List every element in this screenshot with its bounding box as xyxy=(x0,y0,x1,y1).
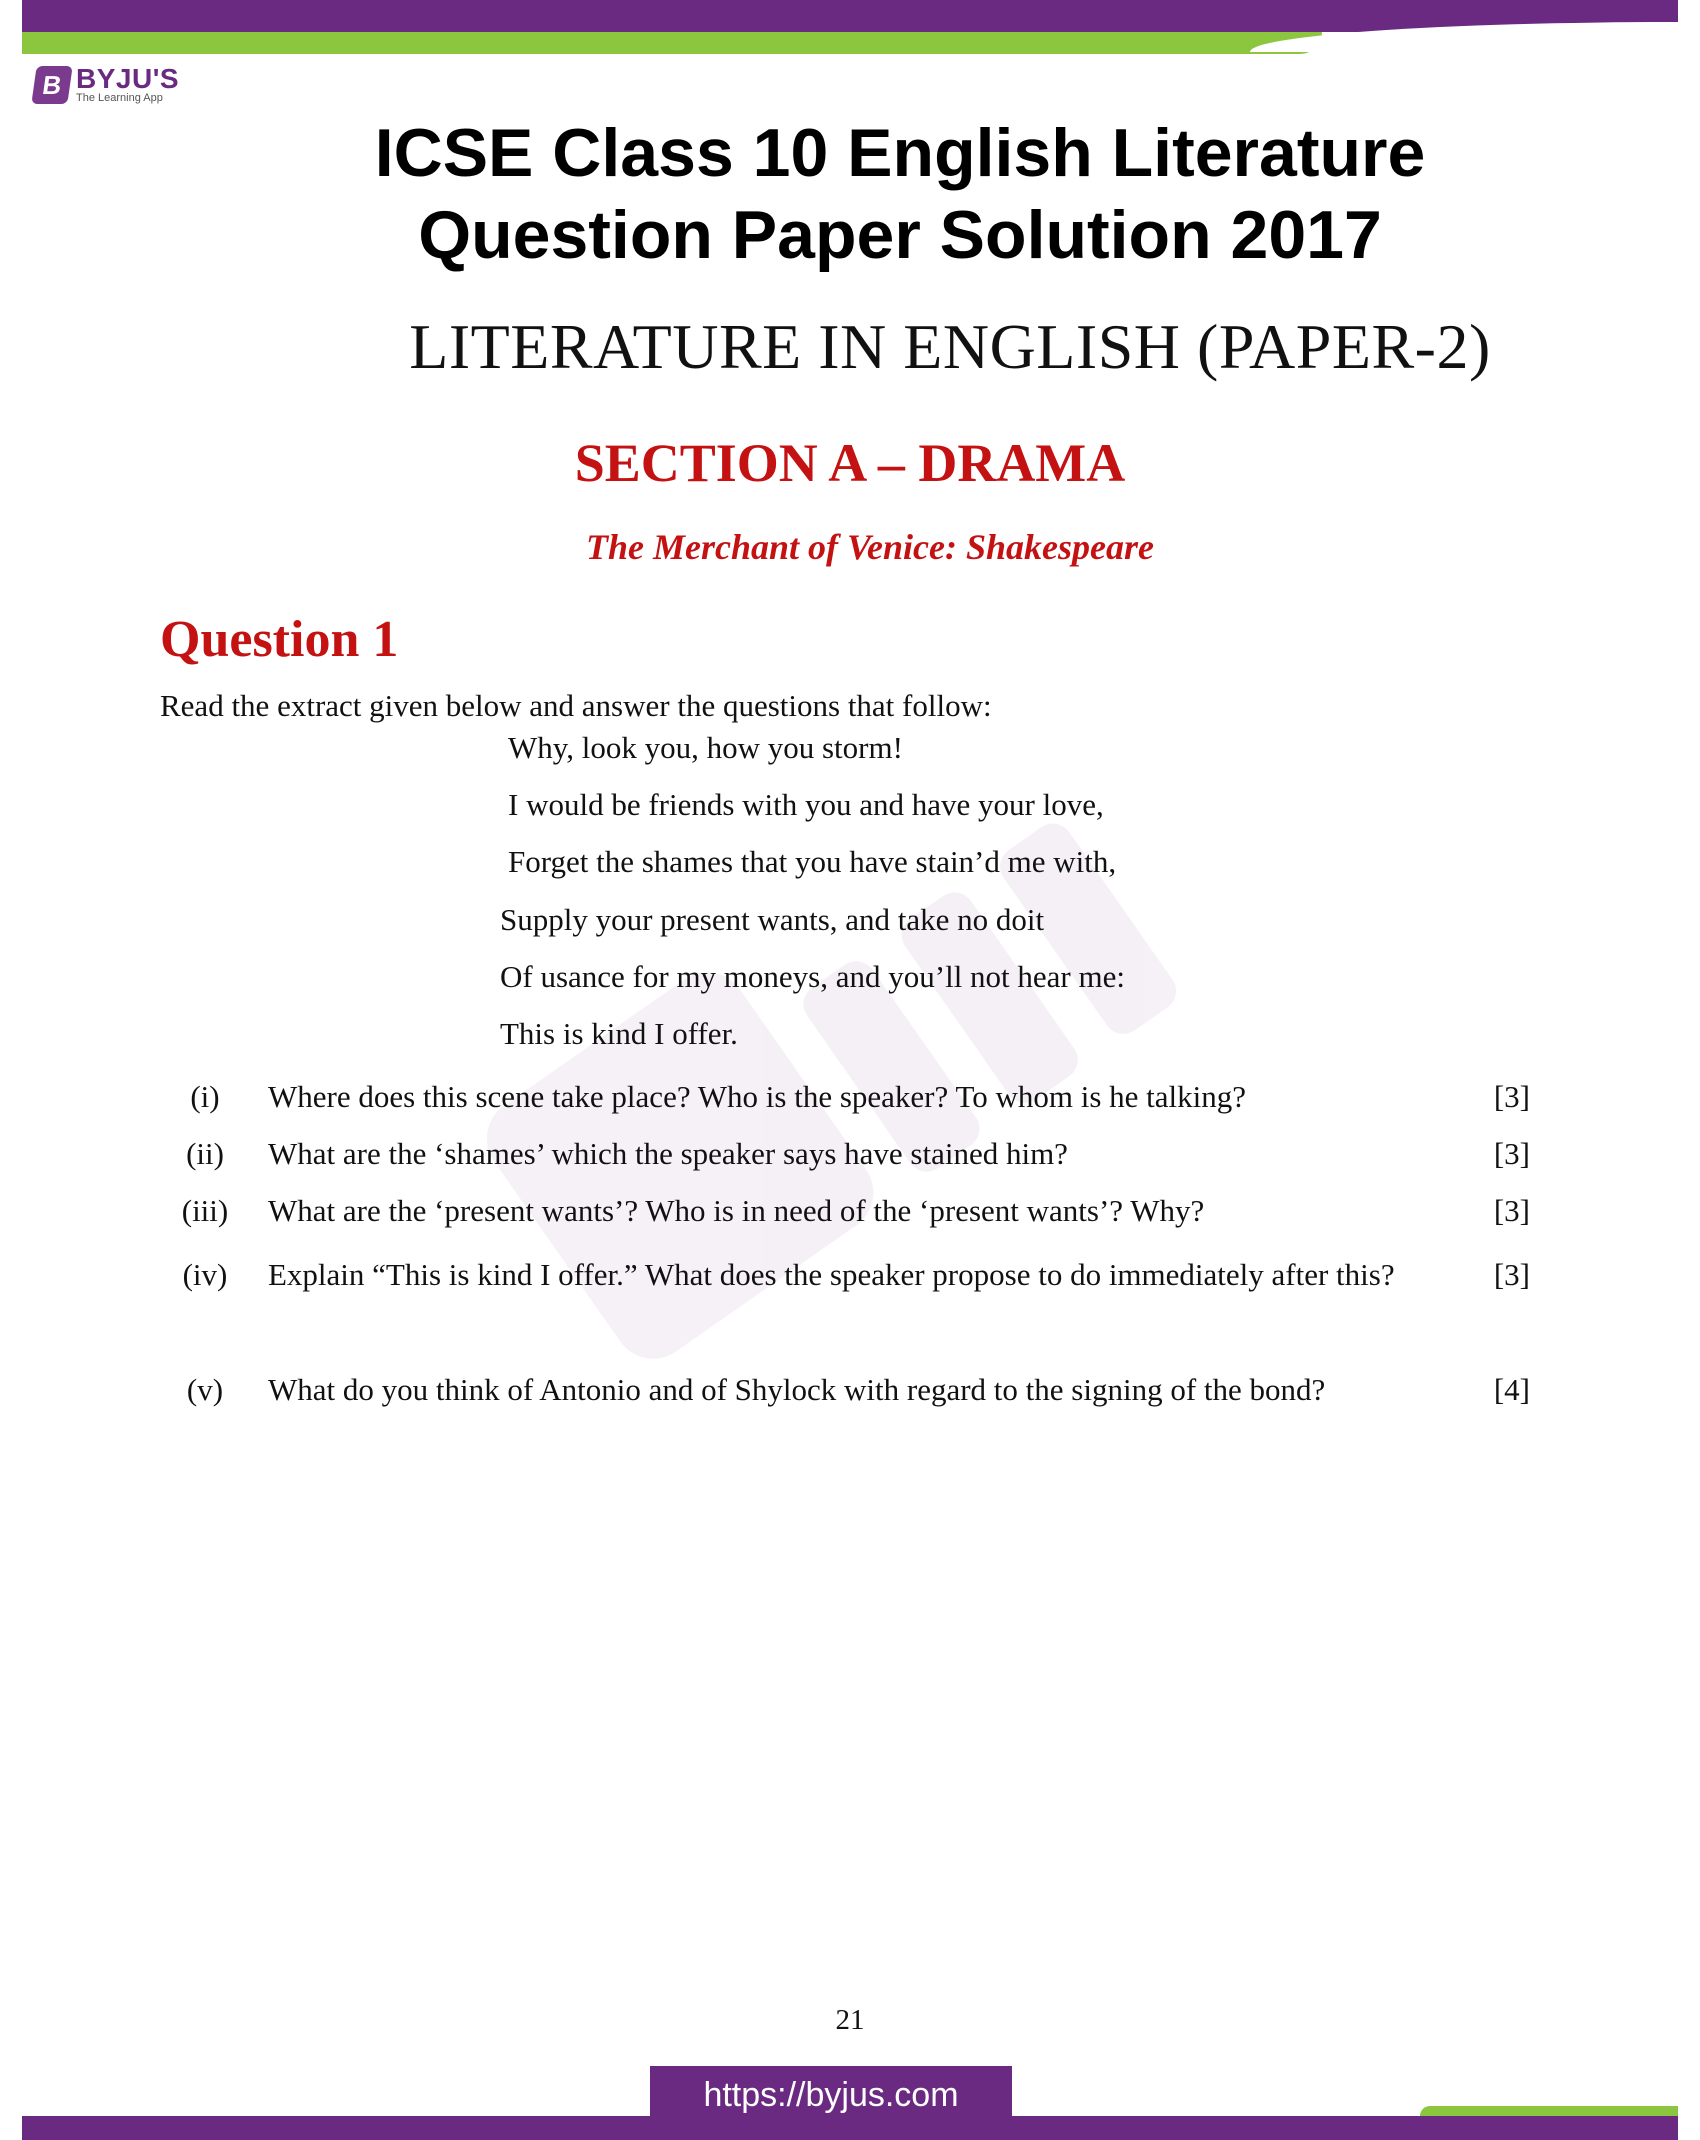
extract-line: I would be friends with you and have your love, xyxy=(508,787,1104,822)
extract-line: Why, look you, how you storm! xyxy=(508,730,903,765)
part-number: (iv) xyxy=(182,1257,228,1292)
footer-bar-green xyxy=(1420,2106,1678,2116)
part-text: Explain “This is kind I offer.” What does the speaker propose to do immediately after this? xyxy=(268,1257,1395,1292)
part-text: What are the ‘shames’ which the speaker says have stained him? xyxy=(268,1136,1068,1171)
part-number: (iii) xyxy=(181,1193,229,1228)
byjus-logo xyxy=(34,63,180,104)
question-instruction: Read the extract given below and answer the questions that follow: xyxy=(160,688,992,723)
title-line-2: Question Paper Solution 2017 xyxy=(418,197,1382,273)
part-marks: [3] xyxy=(1493,1079,1530,1114)
part-marks: [3] xyxy=(1493,1193,1530,1228)
footer-url-link[interactable]: https://byjus.com xyxy=(650,2066,1012,2124)
question-part xyxy=(170,1361,1530,1418)
part-number: (ii) xyxy=(186,1136,224,1171)
logo-tagline: The Learning App xyxy=(76,92,163,104)
section-heading: SECTION A – DRAMA xyxy=(574,433,1126,493)
question-part xyxy=(170,1068,1530,1125)
question-part xyxy=(170,1182,1530,1239)
question-part xyxy=(170,1125,1530,1182)
part-marks: [4] xyxy=(1493,1372,1530,1407)
question-part xyxy=(170,1246,1530,1360)
question-heading: Question 1 xyxy=(160,611,399,668)
paper-subtitle: LITERATURE IN ENGLISH (PAPER-2) xyxy=(409,311,1491,382)
part-text: What do you think of Antonio and of Shylock with regard to the signing of the bond? xyxy=(268,1372,1326,1407)
title-line-1: ICSE Class 10 English Literature xyxy=(374,115,1426,191)
logo-mark-icon: B xyxy=(31,66,72,104)
page-title xyxy=(200,112,1600,276)
page-number: 21 xyxy=(835,2004,865,2036)
play-title: The Merchant of Venice: Shakespeare xyxy=(586,527,1154,567)
extract-line: Of usance for my moneys, and you’ll not hear me: xyxy=(500,959,1125,994)
logo-brand-name: BYJU'S xyxy=(76,63,180,94)
header-bar-green xyxy=(22,32,1322,54)
extract-line: Supply your present wants, and take no doit xyxy=(500,902,1045,937)
part-number: (i) xyxy=(190,1079,220,1114)
part-marks: [3] xyxy=(1493,1136,1530,1171)
part-marks: [3] xyxy=(1493,1257,1530,1292)
logo-text xyxy=(76,63,180,104)
extract-line: This is kind I offer. xyxy=(500,1016,738,1051)
part-text: Where does this scene take place? Who is the speaker? To whom is he talking? xyxy=(268,1079,1247,1114)
extract-line: Forget the shames that you have stain’d me with, xyxy=(508,844,1117,879)
part-text: What are the ‘present wants’? Who is in need of the ‘present wants’? Why? xyxy=(268,1193,1205,1228)
part-number: (v) xyxy=(186,1372,224,1407)
